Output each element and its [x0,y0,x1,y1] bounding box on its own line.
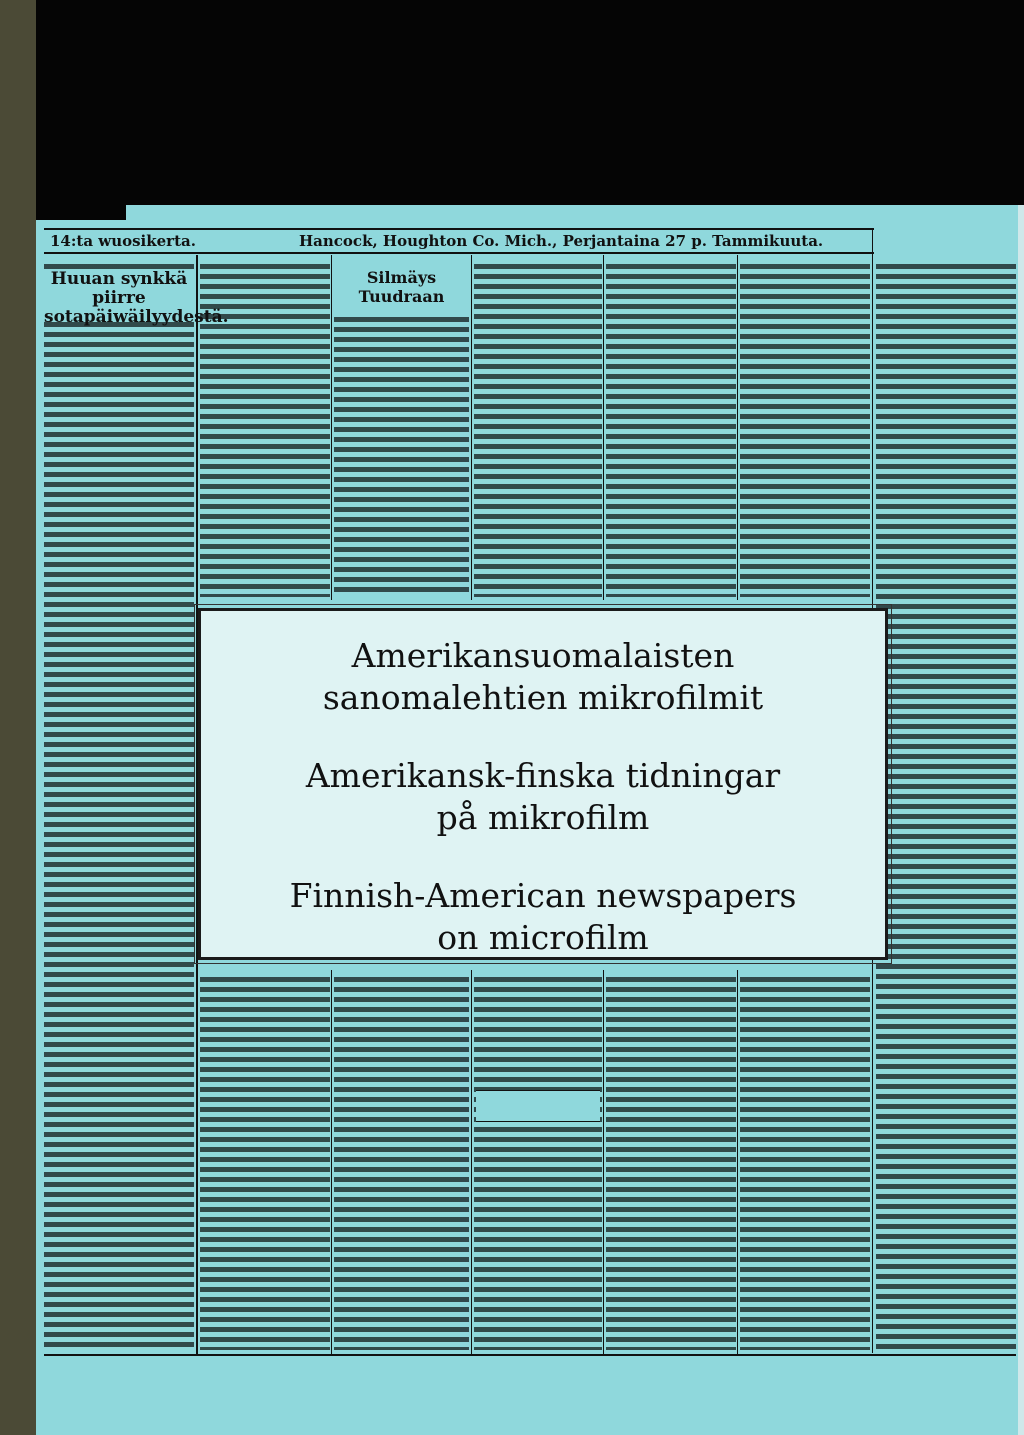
masthead-page-number: 14:ta wuosikerta. [50,232,196,250]
title-swedish-line-1: Amerikansk-finska tidningar [305,756,781,795]
title-english-line-1: Finnish-American newspapers [289,876,797,915]
column-rule [737,255,738,600]
newspaper-column-3 [334,315,469,595]
film-right-edge [1018,205,1024,1435]
newspaper-column-bottom-3 [474,975,602,1350]
column-rule [737,970,738,1355]
left-column-headline: Huuan synkkä piirre sotapäiwäilyydestä. [44,269,229,327]
top-black-band [36,0,1024,205]
newspaper-masthead [44,228,874,254]
column-rule [331,970,332,1355]
newspaper-column-5 [606,262,736,597]
title-card [198,608,888,960]
newspaper-column-4 [474,262,602,597]
column-rule [471,255,472,600]
column-rule [603,970,604,1355]
newspaper-column-1 [44,320,194,1350]
newspaper-column-bottom-4 [606,975,736,1350]
column-rule [603,255,604,600]
newspaper-column-bottom-5 [740,975,870,1350]
center-column-headline: Silmäys Tuudraan [336,268,467,312]
film-left-edge [0,0,36,1435]
newspaper-column-7 [876,262,1016,1352]
title-swedish-line-2: på mikrofilm [436,798,650,837]
column-rule [331,255,332,600]
title-finnish-line-2: sanomalehtien mikrofilmit [322,678,764,717]
newspaper-column-bottom-1 [200,975,330,1350]
column-rule [471,970,472,1355]
title-finnish-line-1: Amerikansuomalaisten [351,636,735,675]
newspaper-column-bottom-2 [334,975,469,1350]
top-black-band-notch [36,195,126,220]
bottom-ad-box [476,1090,600,1122]
page-bottom-rule [44,1354,1016,1356]
masthead-place-date: Hancock, Houghton Co. Mich., Perjantaina 27 p. Tammikuuta. [299,232,824,250]
newspaper-column-6 [740,262,870,597]
title-english-line-2: on microfilm [437,918,649,957]
